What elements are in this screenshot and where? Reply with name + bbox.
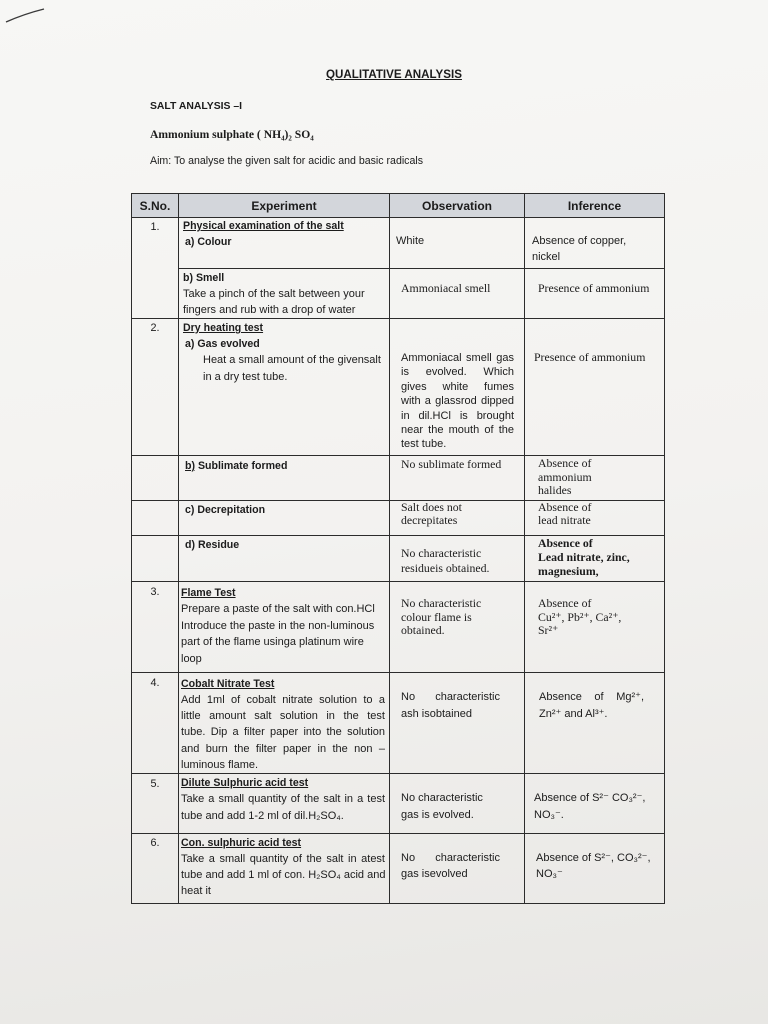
inference-cell — [525, 774, 665, 834]
inference-line: Absence of S²⁻ CO₃²⁻, — [534, 792, 646, 805]
observation-line: No sublimate formed — [401, 457, 502, 471]
test-heading: Con. sulphuric acid test — [181, 837, 302, 850]
table-row — [132, 319, 665, 456]
procedure-line: Take a small quantity of the salt in a test — [181, 793, 385, 806]
procedure-line: little amount salt solution in the test — [181, 710, 385, 723]
observation-line: No characteristic — [401, 852, 500, 865]
table-header-row — [132, 194, 665, 218]
observation-line: ash isobtained — [401, 708, 472, 720]
observation-cell — [390, 834, 525, 904]
table-row — [132, 582, 665, 673]
test-heading: Flame Test — [181, 587, 236, 599]
sno-cell — [132, 834, 179, 904]
table-row — [132, 536, 665, 582]
inference-cell — [525, 269, 665, 319]
inference-line: halides — [538, 483, 572, 497]
sno: 6. — [150, 837, 160, 850]
inference-line: Absence of — [538, 536, 593, 550]
inference-cell — [525, 501, 665, 536]
inference-line: Zn²⁺ and Al³⁺. — [539, 708, 608, 720]
experiment-cell — [179, 218, 390, 269]
table-row — [132, 269, 665, 319]
inference-line: nickel — [532, 251, 561, 263]
step-label-text: Sublimate formed — [195, 460, 288, 472]
inference-line: NO₃⁻ — [536, 868, 563, 881]
inference-cell — [525, 536, 665, 582]
observation-line: gives white fumes — [401, 380, 514, 393]
observation-cell — [390, 319, 525, 456]
observation-line: with a glassrod dipped — [401, 395, 514, 408]
experiment-cell — [179, 319, 390, 456]
observation-line: No characteristic — [401, 546, 482, 560]
inference-line: Cu²⁺, Pb²⁺, Ca²⁺, — [538, 609, 622, 624]
sno: 4. — [150, 677, 160, 689]
sno: 3. — [150, 586, 160, 598]
inference-cell — [525, 582, 665, 673]
section-heading: SALT ANALYSIS –I — [150, 101, 242, 112]
inference-line: Lead nitrate, zinc, — [538, 550, 630, 564]
procedure-line: fingers and rub with a drop of water — [183, 304, 356, 316]
experiment-cell — [179, 536, 390, 582]
step-label: c) Decrepitation — [185, 504, 266, 516]
observation-line: No characteristic — [401, 596, 482, 610]
step-label: a) Gas evolved — [185, 338, 260, 350]
inference-cell — [525, 218, 665, 269]
sno-cell — [132, 536, 179, 582]
sno-cell — [132, 582, 179, 673]
inference-line: Absence of S²⁻, CO₃²⁻, — [536, 852, 651, 865]
procedure-line: loop — [181, 652, 202, 665]
table-row — [132, 774, 665, 834]
observation-line: is evolved. Which — [401, 366, 514, 379]
aim-text: Aim: To analyse the given salt for acidic and basic radicals — [150, 155, 424, 167]
observation-cell — [390, 536, 525, 582]
step-label: b) Smell — [183, 272, 225, 284]
test-heading: Physical examination of the salt — [183, 220, 344, 232]
sno-cell — [132, 319, 179, 456]
step-marker: b) — [185, 460, 195, 472]
inference-cell — [525, 319, 665, 456]
observation-line: Ammoniacal smell — [401, 281, 491, 295]
observation-line: in dil.HCl is brought — [401, 409, 514, 422]
observation-line: residueis obtained. — [401, 561, 490, 575]
observation-line: test tube. — [401, 438, 447, 451]
inference-line: Absence of copper, — [532, 235, 627, 247]
procedure-line: heat it — [181, 885, 211, 898]
inference-line: Absence of — [538, 500, 592, 514]
step-label: d) Residue — [185, 539, 240, 551]
sno: 1. — [150, 221, 160, 233]
sno-cell — [132, 456, 179, 501]
observation-line: Ammoniacal smell gas — [401, 352, 514, 364]
salt-name: Ammonium sulphate ( NH₄)₂ SO₄ — [150, 128, 314, 141]
inference-line: lead nitrate — [538, 512, 591, 527]
procedure-line: Prepare a paste of the salt with con.HCl — [181, 603, 375, 615]
test-heading: Dry heating test — [183, 322, 264, 334]
procedure-line: Take a pinch of the salt between your — [183, 288, 365, 300]
procedure-line: Heat a small amount of the givensalt — [203, 354, 381, 366]
observation-line: gas isevolved — [401, 868, 468, 881]
observation-line: decrepitates — [401, 513, 458, 527]
table-row — [132, 456, 665, 501]
procedure-line: Take a small quantity of the salt in atest — [181, 853, 385, 866]
experiment-cell — [179, 269, 390, 319]
inference-line: NO₃⁻. — [534, 809, 564, 822]
inference-line: Sr²⁺ — [538, 623, 559, 637]
test-heading: Dilute Sulphuric acid test — [181, 777, 309, 790]
table-row — [132, 218, 665, 269]
table-row — [132, 673, 665, 774]
step-label: a) Colour — [185, 236, 232, 248]
procedure-line: tube. Dip a filter paper into the solution — [181, 726, 385, 739]
inference-line: magnesium, — [538, 564, 599, 578]
observation-line: White — [396, 235, 425, 247]
observation-line: colour flame is — [401, 609, 472, 624]
column-header-sno: S.No. — [132, 194, 179, 218]
observation-cell — [390, 673, 525, 774]
sno: 2. — [150, 322, 160, 334]
experiment-cell — [179, 501, 390, 536]
table-row — [132, 501, 665, 536]
inference-cell — [525, 456, 665, 501]
procedure-line: luminous flame. — [181, 758, 259, 771]
test-heading: Cobalt Nitrate Test — [181, 678, 275, 690]
experiment-cell — [179, 774, 390, 834]
inference-line: Absence of — [538, 456, 592, 470]
column-header-inference: Inference — [525, 194, 665, 218]
inference-line: ammonium — [538, 469, 592, 484]
table-row — [132, 834, 665, 904]
procedure-line: tube and add 1 ml of con. H₂SO₄ acid and — [181, 869, 386, 882]
observation-line: No characteristic — [401, 792, 483, 805]
pen-mark — [0, 0, 60, 30]
observation-cell — [390, 582, 525, 673]
procedure-line: Add 1ml of cobalt nitrate solution to a — [181, 694, 385, 706]
observation-line: near the mouth of the — [401, 424, 514, 437]
sno-cell — [132, 218, 179, 319]
observation-cell — [390, 218, 525, 269]
inference-line: Absence of Mg²⁺, — [539, 691, 644, 703]
step-label — [185, 458, 385, 474]
experiment-cell — [179, 456, 390, 501]
column-header-observation: Observation — [390, 194, 525, 218]
column-header-experiment: Experiment — [179, 194, 390, 218]
analysis-table — [131, 193, 665, 904]
procedure-line: in a dry test tube. — [203, 370, 288, 383]
observation-line: No characteristic — [401, 691, 500, 703]
observation-cell — [390, 501, 525, 536]
experiment-cell — [179, 673, 390, 774]
observation-cell — [390, 269, 525, 319]
inference-cell — [525, 834, 665, 904]
inference-line: Presence of ammonium — [538, 281, 650, 295]
procedure-line: and burn the filter paper in the non – — [181, 742, 385, 755]
procedure-line: part of the flame usinga platinum wire — [181, 636, 364, 648]
experiment-cell — [179, 582, 390, 673]
experiment-cell — [179, 834, 390, 904]
inference-cell — [525, 673, 665, 774]
sno-cell — [132, 774, 179, 834]
observation-cell — [390, 774, 525, 834]
observation-cell — [390, 456, 525, 501]
procedure-line: tube and add 1-2 ml of dil.H₂SO₄. — [181, 809, 344, 822]
observation-line: obtained. — [401, 623, 445, 637]
sno-cell — [132, 673, 179, 774]
sno: 5. — [150, 778, 160, 791]
procedure-line: Introduce the paste in the non-luminous — [181, 619, 375, 632]
inference-line: Presence of ammonium — [534, 350, 646, 364]
page-title: QUALITATIVE ANALYSIS — [326, 68, 462, 81]
observation-line: gas is evolved. — [401, 809, 474, 822]
observation-line: Salt does not — [401, 500, 462, 514]
inference-line: Absence of — [538, 596, 592, 610]
sno-cell — [132, 501, 179, 536]
